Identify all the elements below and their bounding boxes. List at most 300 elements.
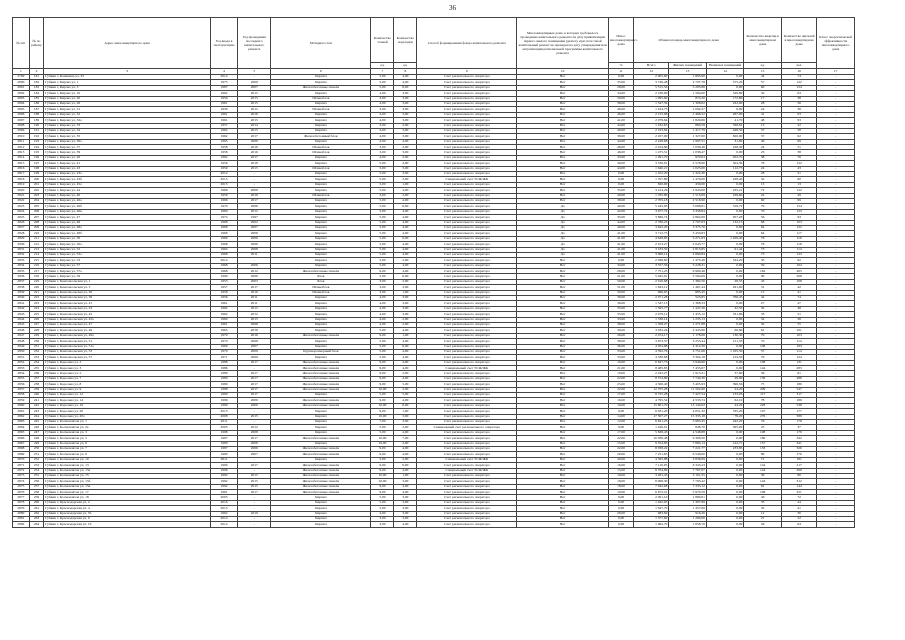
cell-wear: 0,00 bbox=[609, 172, 634, 177]
cell-repair-needed: Да bbox=[517, 204, 609, 209]
cell-fund-method: Счет регионального оператора bbox=[417, 446, 517, 451]
cell-entrances: 4,00 bbox=[394, 139, 417, 144]
cell-area-total: 8 764,80 bbox=[634, 468, 669, 473]
cell-area-nonliving: 0,00 bbox=[706, 252, 744, 257]
cell-area-total: 1 843,12 bbox=[634, 285, 669, 290]
cell-energy-class: - bbox=[817, 420, 855, 425]
cell-wear: 34,00 bbox=[609, 91, 634, 96]
cell-residents: 101 bbox=[781, 328, 816, 333]
cell-flats: 76 bbox=[744, 420, 782, 425]
cell-number: 2847 bbox=[13, 333, 30, 338]
cell-last-repair: 2015 bbox=[238, 306, 271, 311]
cell-wall-material: Шлакоблок bbox=[271, 150, 371, 155]
cell-area-living: 1 584,00 bbox=[669, 91, 707, 96]
cell-entrances: 5,00 bbox=[394, 393, 417, 398]
cell-address: Губкин г, Кирова ул, 52а bbox=[44, 252, 211, 257]
cell-address: Губкин г, Кирова ул, 44 bbox=[44, 188, 211, 193]
cell-energy-class: - bbox=[817, 225, 855, 230]
cell-residents: 62 bbox=[781, 134, 816, 139]
cell-residents: 63 bbox=[781, 91, 816, 96]
cell-wall-material: Шлакоблок bbox=[271, 285, 371, 290]
cell-area-nonliving: 0,00 bbox=[706, 290, 744, 295]
cell-year-built: 1968 bbox=[210, 231, 237, 236]
cell-repair-needed: Нет bbox=[517, 322, 609, 327]
cell-residents: 76 bbox=[781, 155, 816, 160]
cell-year-built: 1968 bbox=[210, 263, 237, 268]
cell-district-number: 264 bbox=[29, 522, 44, 527]
cell-floors: 7,00 bbox=[371, 420, 394, 425]
cell-entrances: 2,00 bbox=[394, 193, 417, 198]
cell-energy-class: - bbox=[817, 263, 855, 268]
cell-district-number: 257 bbox=[29, 484, 44, 489]
cell-wall-material: Железобетонный блок bbox=[271, 134, 371, 139]
cell-area-total: 1 095,60 bbox=[634, 96, 669, 101]
cell-wear: 19,00 bbox=[609, 490, 634, 495]
cell-area-total: 8 485,85 bbox=[634, 366, 669, 371]
cell-district-number: 256 bbox=[29, 479, 44, 484]
cell-residents: 55 bbox=[781, 322, 816, 327]
cell-area-nonliving: 222,00 bbox=[706, 101, 744, 106]
cell-residents: 178 bbox=[781, 420, 816, 425]
cell-energy-class: - bbox=[817, 128, 855, 133]
cell-address: Губкин г, Комсомольская ул, 43 bbox=[44, 306, 211, 311]
cell-entrances: 4,00 bbox=[394, 75, 417, 80]
cell-area-total: 2 005,60 bbox=[634, 75, 669, 80]
cell-address: Губкин г, Королева ул, 7 bbox=[44, 376, 211, 381]
cell-district-number: 219 bbox=[29, 279, 44, 284]
cell-district-number: 212 bbox=[29, 242, 44, 247]
cell-area-living: 884,59 bbox=[669, 123, 707, 128]
cell-floors: 3,00 bbox=[371, 182, 394, 187]
cell-area-living: 6 343,23 bbox=[669, 463, 707, 468]
cell-fund-method: Счет регионального оператора bbox=[417, 161, 517, 166]
cell-area-living: 1 658,70 bbox=[669, 522, 707, 527]
cell-area-living: 1 308,02 bbox=[669, 101, 707, 106]
unit-cell-residents: чел. bbox=[781, 63, 816, 69]
cell-repair-needed: Нет bbox=[517, 166, 609, 171]
cell-wear: 28,00 bbox=[609, 269, 634, 274]
cell-flats: 72 bbox=[744, 188, 782, 193]
cell-year-built: 1958 bbox=[210, 150, 237, 155]
cell-area-nonliving: 291,00 bbox=[706, 285, 744, 290]
cell-area-nonliving: 0,00 bbox=[706, 209, 744, 214]
cell-residents: 119 bbox=[781, 236, 816, 241]
cell-area-nonliving: 130,30 bbox=[706, 333, 744, 338]
cell-wear: 48,00 bbox=[609, 145, 634, 150]
header-cell-district-number: № по району bbox=[29, 18, 44, 69]
column-number-cell: 2 bbox=[29, 69, 44, 75]
cell-repair-needed: Нет bbox=[517, 101, 609, 106]
cell-year-built: 1969 bbox=[210, 344, 237, 349]
cell-wear: 36,00 bbox=[609, 339, 634, 344]
cell-entrances: 3,00 bbox=[394, 101, 417, 106]
cell-floors: 5,00 bbox=[371, 339, 394, 344]
cell-wall-material: Железобетонные панели bbox=[271, 479, 371, 484]
cell-entrances: 4,00 bbox=[394, 209, 417, 214]
cell-area-living: 1 466,52 bbox=[669, 112, 707, 117]
cell-floors: 5,00 bbox=[371, 220, 394, 225]
cell-fund-method: Счет регионального оператора bbox=[417, 301, 517, 306]
cell-area-living: 450,00 bbox=[669, 182, 707, 187]
cell-fund-method: Счет регионального оператора bbox=[417, 279, 517, 284]
cell-floors: 10,00 bbox=[371, 479, 394, 484]
cell-floors: 3,00 bbox=[371, 285, 394, 290]
cell-wall-material: Железобетонные панели bbox=[271, 452, 371, 457]
cell-repair-needed: Нет bbox=[517, 91, 609, 96]
cell-fund-method: Счет регионального оператора bbox=[417, 484, 517, 489]
cell-residents: 51 bbox=[781, 172, 816, 177]
cell-district-number: 189 bbox=[29, 118, 44, 123]
cell-area-living: 1 457,00 bbox=[669, 506, 707, 511]
cell-wall-material: Шлакоблок bbox=[271, 107, 371, 112]
cell-address: Губкин г, Кирова ул, 46в bbox=[44, 209, 211, 214]
cell-flats: 144 bbox=[744, 468, 782, 473]
cell-fund-method: Счет регионального оператора bbox=[417, 403, 517, 408]
cell-energy-class: - bbox=[817, 468, 855, 473]
cell-entrances: 4,00 bbox=[394, 215, 417, 220]
cell-number: 2849 bbox=[13, 344, 30, 349]
cell-entrances: 1,00 bbox=[394, 473, 417, 478]
cell-residents: 58 bbox=[781, 128, 816, 133]
cell-wear: 38,00 bbox=[609, 134, 634, 139]
cell-repair-needed: Нет bbox=[517, 344, 609, 349]
cell-residents: 118 bbox=[781, 242, 816, 247]
cell-flats: 42 bbox=[744, 296, 782, 301]
cell-floors: 5,00 bbox=[371, 172, 394, 177]
cell-last-repair: 2016 bbox=[238, 193, 271, 198]
cell-area-total: 1 992,70 bbox=[634, 522, 669, 527]
cell-flats: 27 bbox=[744, 517, 782, 522]
cell-last-repair: 2008 bbox=[238, 231, 271, 236]
cell-residents: 317 bbox=[781, 393, 816, 398]
header-cell-year-built: Год ввода в эксплуатацию bbox=[210, 18, 237, 69]
cell-area-total: 4 565,88 bbox=[634, 457, 669, 462]
column-number-cell: 11 bbox=[609, 69, 634, 75]
cell-address: Губкин г, Кирова ул, 48б bbox=[44, 231, 211, 236]
cell-wear: 21,00 bbox=[609, 274, 634, 279]
cell-repair-needed: Нет bbox=[517, 436, 609, 441]
cell-energy-class: - bbox=[817, 112, 855, 117]
table-body bbox=[13, 75, 855, 528]
cell-residents: 47 bbox=[781, 301, 816, 306]
cell-area-total: 1 595,77 bbox=[634, 306, 669, 311]
cell-wall-material: Железобетонные панели bbox=[271, 269, 371, 274]
cell-wear: 44,00 bbox=[609, 139, 634, 144]
cell-area-nonliving: 0,00 bbox=[706, 75, 744, 80]
cell-number: 2848 bbox=[13, 339, 30, 344]
cell-district-number: 250 bbox=[29, 446, 44, 451]
cell-area-total: 2 236,00 bbox=[634, 91, 669, 96]
cell-wear: 46,00 bbox=[609, 150, 634, 155]
cell-area-total: 1 707,80 bbox=[634, 177, 669, 182]
cell-number: 2860 bbox=[13, 403, 30, 408]
cell-year-built: 2015 bbox=[210, 506, 237, 511]
cell-energy-class: - bbox=[817, 425, 855, 430]
cell-area-total: 5 828,43 bbox=[634, 430, 669, 435]
cell-repair-needed: Нет bbox=[517, 274, 609, 279]
cell-area-nonliving: 112,75 bbox=[706, 166, 744, 171]
cell-residents: 193 bbox=[781, 344, 816, 349]
cell-last-repair: 2006 bbox=[238, 398, 271, 403]
cell-entrances: 4,00 bbox=[394, 441, 417, 446]
cell-energy-class: - bbox=[817, 166, 855, 171]
cell-number: 2824 bbox=[13, 209, 30, 214]
cell-year-built: 2003 bbox=[210, 495, 237, 500]
cell-area-total: 9 554,83 bbox=[634, 441, 669, 446]
cell-entrances: 3,00 bbox=[394, 306, 417, 311]
cell-floors: 4,00 bbox=[371, 317, 394, 322]
cell-energy-class: - bbox=[817, 517, 855, 522]
cell-wall-material: Кирпич bbox=[271, 500, 371, 505]
cell-entrances: 3,00 bbox=[394, 517, 417, 522]
cell-district-number: 181 bbox=[29, 75, 44, 80]
cell-district-number: 244 bbox=[29, 414, 44, 419]
cell-last-repair: 2017 bbox=[238, 436, 271, 441]
cell-area-total: 17 507,27 bbox=[634, 414, 669, 419]
cell-last-repair: - bbox=[238, 522, 271, 527]
cell-area-living: 7 740,30 bbox=[669, 376, 707, 381]
cell-wall-material: Кирпич bbox=[271, 161, 371, 166]
cell-area-nonliving: 316,72 bbox=[706, 204, 744, 209]
cell-address: Губкин г, Королева ул, 3 bbox=[44, 366, 211, 371]
cell-area-nonliving: 24,20 bbox=[706, 387, 744, 392]
cell-area-nonliving: 0,00 bbox=[706, 225, 744, 230]
cell-last-repair: 2016 bbox=[238, 150, 271, 155]
cell-address: Губкин г, Королева ул, 8 bbox=[44, 382, 211, 387]
cell-wall-material: Кирпич bbox=[271, 306, 371, 311]
cell-area-total: 2 228,68 bbox=[634, 139, 669, 144]
cell-last-repair: 2015 bbox=[238, 166, 271, 171]
cell-entrances: 6,00 bbox=[394, 344, 417, 349]
cell-residents: 547 bbox=[781, 387, 816, 392]
cell-wall-material: Железобетонные панели bbox=[271, 382, 371, 387]
cell-wear: 43,00 bbox=[609, 155, 634, 160]
cell-area-living: 5 285,86 bbox=[669, 85, 707, 90]
cell-year-built: 1966 bbox=[210, 198, 237, 203]
cell-flats: 41 bbox=[744, 112, 782, 117]
cell-area-living: 3 228,31 bbox=[669, 263, 707, 268]
cell-district-number: 206 bbox=[29, 209, 44, 214]
cell-wall-material: Блок bbox=[271, 274, 371, 279]
cell-wear: 22,00 bbox=[609, 446, 634, 451]
cell-district-number: 249 bbox=[29, 441, 44, 446]
cell-energy-class: - bbox=[817, 80, 855, 85]
cell-floors: 5,00 bbox=[371, 344, 394, 349]
cell-entrances: 4,00 bbox=[394, 446, 417, 451]
cell-area-total: 7 942,68 bbox=[634, 484, 669, 489]
cell-entrances: 4,00 bbox=[394, 80, 417, 85]
cell-area-living: 2 813,85 bbox=[669, 247, 707, 252]
cell-area-nonliving: 0,00 bbox=[706, 457, 744, 462]
cell-residents: 123 bbox=[781, 209, 816, 214]
cell-area-nonliving: 0,00 bbox=[706, 317, 744, 322]
cell-district-number: 261 bbox=[29, 506, 44, 511]
cell-address: Губкин г, Кирова ул, 59 bbox=[44, 274, 211, 279]
cell-entrances: 6,00 bbox=[394, 236, 417, 241]
cell-wear: 46,00 bbox=[609, 107, 634, 112]
cell-floors: 10,00 bbox=[371, 441, 394, 446]
cell-fund-method: Счет регионального оператора bbox=[417, 517, 517, 522]
cell-wall-material: Кирпич bbox=[271, 118, 371, 123]
cell-address: Губкин г, Комсомольская ул, 49 bbox=[44, 328, 211, 333]
cell-year-built: 1956 bbox=[210, 161, 237, 166]
cell-area-total: 3 557,56 bbox=[634, 263, 669, 268]
cell-fund-method: Счет регионального оператора bbox=[417, 91, 517, 96]
cell-last-repair: 2006 bbox=[238, 446, 271, 451]
cell-floors: 9,00 bbox=[371, 490, 394, 495]
cell-energy-class: - bbox=[817, 500, 855, 505]
cell-district-number: 227 bbox=[29, 322, 44, 327]
cell-entrances: 3,00 bbox=[394, 500, 417, 505]
cell-residents: 312 bbox=[781, 479, 816, 484]
cell-area-nonliving: 820,00 bbox=[706, 134, 744, 139]
cell-area-living: 3 101,55 bbox=[669, 473, 707, 478]
header-cell-repair-needed: Многоквартирные дома, в которых требовалось проведение капитального ремонта на дату приватизации первого жилого помещения (да/нет), при этом такой капитальный ремонт не проведен на дату утверждения или актуализации региональной программы капитального ремонта bbox=[517, 18, 609, 69]
cell-flats: 79 bbox=[744, 355, 782, 360]
cell-repair-needed: Нет bbox=[517, 177, 609, 182]
cell-year-built: 1987 bbox=[210, 446, 237, 451]
cell-area-total: 1 647,70 bbox=[634, 506, 669, 511]
cell-district-number: 225 bbox=[29, 312, 44, 317]
cell-area-nonliving: 0,00 bbox=[706, 511, 744, 516]
cell-number: 2819 bbox=[13, 182, 30, 187]
cell-address: Губкин г, Комсомольская ул, 45 bbox=[44, 312, 211, 317]
cell-wall-material: Кирпич bbox=[271, 172, 371, 177]
cell-energy-class: - bbox=[817, 182, 855, 187]
cell-energy-class: - bbox=[817, 209, 855, 214]
cell-repair-needed: Нет bbox=[517, 75, 609, 80]
cell-area-total: 2 071,28 bbox=[634, 296, 669, 301]
cell-entrances: 6,00 bbox=[394, 403, 417, 408]
cell-floors: 5,00 bbox=[371, 349, 394, 354]
cell-wall-material: Железобетонные панели bbox=[271, 468, 371, 473]
cell-flats: 162 bbox=[744, 269, 782, 274]
cell-repair-needed: Нет bbox=[517, 128, 609, 133]
cell-last-repair: 2008 bbox=[238, 322, 271, 327]
cell-floors: 3,00 bbox=[371, 96, 394, 101]
cell-wear: 28,00 bbox=[609, 85, 634, 90]
cell-wall-material: Железобетонные панели bbox=[271, 387, 371, 392]
cell-wear: 41,00 bbox=[609, 247, 634, 252]
cell-address: Губкин г, Комсомольская ул, 20 bbox=[44, 290, 211, 295]
cell-year-built: 1965 bbox=[210, 328, 237, 333]
cell-last-repair: 2006 bbox=[238, 441, 271, 446]
cell-wear: 36,00 bbox=[609, 301, 634, 306]
cell-year-built: 2014 bbox=[210, 258, 237, 263]
cell-floors: 5,00 bbox=[371, 161, 394, 166]
cell-wall-material: Шлакоблок bbox=[271, 193, 371, 198]
cell-residents: 72 bbox=[781, 495, 816, 500]
cell-repair-needed: Нет bbox=[517, 80, 609, 85]
cell-flats: 78 bbox=[744, 242, 782, 247]
cell-wall-material: Кирпич bbox=[271, 522, 371, 527]
cell-repair-needed: Нет bbox=[517, 172, 609, 177]
cell-flats: 180 bbox=[744, 436, 782, 441]
cell-last-repair: - bbox=[238, 182, 271, 187]
cell-area-living: 848,70 bbox=[669, 425, 707, 430]
cell-address: Губкин г, Кирова ул, 34 bbox=[44, 128, 211, 133]
cell-area-total: 966,65 bbox=[634, 290, 669, 295]
cell-fund-method: Счет регионального оператора bbox=[417, 420, 517, 425]
cell-repair-needed: Да bbox=[517, 231, 609, 236]
cell-last-repair: 2017 bbox=[238, 134, 271, 139]
cell-area-nonliving: 0,00 bbox=[706, 107, 744, 112]
cell-floors: 5,00 bbox=[371, 500, 394, 505]
cell-residents: 74 bbox=[781, 75, 816, 80]
cell-area-living: 1 455,12 bbox=[669, 312, 707, 317]
cell-area-living: 2 890,84 bbox=[669, 252, 707, 257]
cell-district-number: 255 bbox=[29, 473, 44, 478]
cell-residents: 117 bbox=[781, 231, 816, 236]
cell-last-repair: 2015 bbox=[238, 473, 271, 478]
cell-floors: 5,00 bbox=[371, 231, 394, 236]
cell-repair-needed: Нет bbox=[517, 425, 609, 430]
cell-wear: 40,00 bbox=[609, 225, 634, 230]
column-number-cell: 12 bbox=[634, 69, 669, 75]
cell-entrances: 4,00 bbox=[394, 269, 417, 274]
cell-last-repair: 2016 bbox=[238, 145, 271, 150]
cell-wear: 18,00 bbox=[609, 484, 634, 489]
housing-register-table bbox=[12, 17, 855, 528]
cell-wall-material: Кирпич bbox=[271, 242, 371, 247]
cell-residents: 22 bbox=[781, 123, 816, 128]
cell-number: 2869 bbox=[13, 452, 30, 457]
cell-repair-needed: Нет bbox=[517, 360, 609, 365]
cell-area-living: 1 322,30 bbox=[669, 172, 707, 177]
cell-wall-material: Кирпич bbox=[271, 312, 371, 317]
cell-area-nonliving: 0,00 bbox=[706, 231, 744, 236]
cell-number: 2840 bbox=[13, 296, 30, 301]
cell-residents: 114 bbox=[781, 247, 816, 252]
cell-year-built: 1969 bbox=[210, 236, 237, 241]
cell-district-number: 230 bbox=[29, 339, 44, 344]
cell-floors: 9,00 bbox=[371, 382, 394, 387]
cell-year-built: 1962 bbox=[210, 155, 237, 160]
cell-area-living: 6 549,00 bbox=[669, 452, 707, 457]
cell-repair-needed: Да bbox=[517, 215, 609, 220]
cell-last-repair: 2007 bbox=[238, 85, 271, 90]
cell-address: Губкин г, Космонавтов ул, 7 bbox=[44, 446, 211, 451]
cell-floors: 5,00 bbox=[371, 75, 394, 80]
cell-flats: 70 bbox=[744, 339, 782, 344]
cell-number: 2805 bbox=[13, 107, 30, 112]
cell-district-number: 209 bbox=[29, 225, 44, 230]
cell-wall-material: Шлакоблок bbox=[271, 166, 371, 171]
cell-floors: 5,00 bbox=[371, 85, 394, 90]
cell-last-repair: - bbox=[238, 506, 271, 511]
cell-year-built: 1961 bbox=[210, 322, 237, 327]
cell-wall-material: Шлакоблок bbox=[271, 290, 371, 295]
cell-area-total: 7 110,05 bbox=[634, 463, 669, 468]
cell-residents: 56 bbox=[781, 101, 816, 106]
cell-area-nonliving: 0,00 bbox=[706, 436, 744, 441]
cell-address: Губкин г, Космонавтов ул, 18 bbox=[44, 495, 211, 500]
cell-wall-material: Кирпич bbox=[271, 317, 371, 322]
cell-fund-method: Счет регионального оператора bbox=[417, 344, 517, 349]
cell-number: 2865 bbox=[13, 430, 30, 435]
cell-area-living: 1 327,00 bbox=[669, 134, 707, 139]
cell-energy-class: - bbox=[817, 155, 855, 160]
cell-entrances: 4,00 bbox=[394, 484, 417, 489]
cell-wall-material: Железобетонные панели bbox=[271, 490, 371, 495]
cell-residents: 342 bbox=[781, 436, 816, 441]
cell-number: 2882 bbox=[13, 522, 30, 527]
cell-district-number: 183 bbox=[29, 85, 44, 90]
column-number-cell: 17 bbox=[817, 69, 855, 75]
cell-residents: 154 bbox=[781, 204, 816, 209]
cell-area-nonliving: 31,60 bbox=[706, 139, 744, 144]
cell-area-living: 2 707,03 bbox=[669, 220, 707, 225]
